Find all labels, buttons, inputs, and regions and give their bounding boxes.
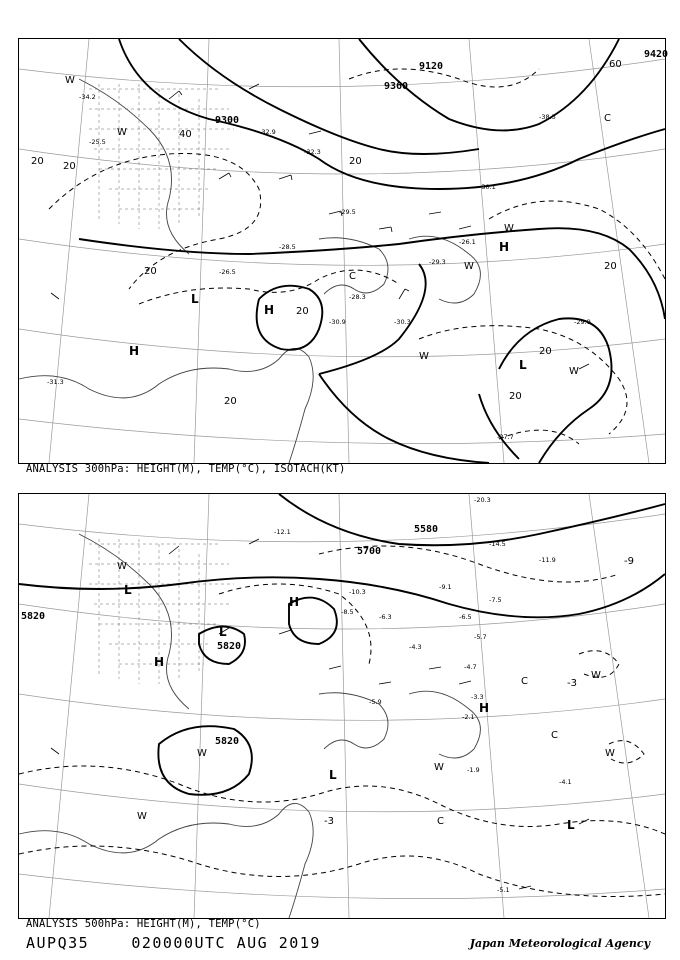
high-pressure-symbol: H (154, 655, 165, 669)
isotach-labels (31, 59, 622, 407)
isotach-label: 20 (144, 266, 157, 277)
height-label: 5820 (215, 736, 240, 747)
cold-mark: C (437, 816, 444, 827)
isotach-label: 20 (224, 396, 237, 407)
isotach-label: 20 (31, 156, 44, 167)
isotherm-label: -3 (567, 678, 577, 689)
temp-value: -30.3 (394, 318, 411, 326)
isotach-label: 40 (179, 129, 192, 140)
temp-value: -29.3 (429, 258, 446, 266)
temp-value: -10.3 (349, 588, 366, 596)
warm-cold-marks (117, 561, 615, 827)
chart-300hpa (18, 38, 669, 464)
height-label: 5580 (414, 524, 439, 535)
graticule (19, 39, 665, 463)
warm-mark: W (569, 366, 579, 377)
height-labels (21, 524, 438, 747)
graticule (19, 494, 665, 918)
temp-value: -32.9 (259, 128, 276, 136)
temp-values (274, 496, 572, 894)
temp-value: -4.1 (559, 778, 572, 786)
cold-mark: C (551, 730, 558, 741)
coastline (19, 79, 480, 463)
temp-value: -5.1 (497, 886, 510, 894)
cold-mark: C (349, 271, 356, 282)
isotherm-label: -9 (624, 556, 634, 567)
wind-barbs (51, 539, 589, 889)
agency-credit: Japan Meteorological Agency (469, 937, 650, 950)
warm-mark: W (117, 561, 127, 572)
height-label: 5700 (357, 546, 382, 557)
temp-value: -4.3 (409, 643, 422, 651)
temp-value: -31.3 (47, 378, 64, 386)
high-pressure-symbol: H (264, 303, 275, 317)
temp-value: -8.5 (341, 608, 354, 616)
temp-value: -28.5 (279, 243, 296, 251)
temp-value: -2.1 (462, 713, 475, 721)
product-header (26, 934, 321, 952)
isotach-contours (49, 69, 665, 444)
caption-500hpa: ANALYSIS 500hPa: HEIGHT(M), TEMP(°C) (26, 918, 261, 930)
temp-value: -9.1 (439, 583, 452, 591)
temp-value: -3.3 (471, 693, 484, 701)
product-code: AUPQ35 (26, 934, 90, 952)
cold-mark: C (604, 113, 611, 124)
cold-mark: C (521, 676, 528, 687)
temp-value: -27.7 (497, 433, 514, 441)
isotach-label: 60 (609, 59, 622, 70)
warm-mark: W (605, 748, 615, 759)
warm-mark: W (419, 351, 429, 362)
temp-value: -32.3 (304, 148, 321, 156)
warm-mark: W (464, 261, 474, 272)
height-contours (19, 494, 665, 795)
temp-value: -30.9 (329, 318, 346, 326)
temp-value: -5.7 (474, 633, 487, 641)
temp-values (47, 93, 591, 441)
isotherm-labels (324, 556, 634, 827)
temp-value: -7.5 (489, 596, 502, 604)
isotach-label: 20 (349, 156, 362, 167)
low-pressure-symbol: L (219, 625, 227, 639)
isotach-label: 20 (509, 391, 522, 402)
high-pressure-symbol: H (479, 701, 490, 715)
temp-value: -1.9 (467, 766, 480, 774)
chart-500hpa (18, 493, 666, 919)
map-300hpa (19, 39, 669, 463)
temp-value: -4.7 (464, 663, 477, 671)
temp-value: -11.9 (539, 556, 556, 564)
height-label: 9300 (215, 115, 240, 126)
low-pressure-symbol: L (567, 818, 575, 832)
temp-value: -29.9 (574, 318, 591, 326)
temp-value: -28.3 (349, 293, 366, 301)
height-label: 9360 (384, 81, 409, 92)
high-pressure-symbol: H (499, 240, 510, 254)
low-pressure-symbol: L (519, 358, 527, 372)
height-label: 9120 (419, 61, 444, 72)
isotach-label: 20 (604, 261, 617, 272)
isotach-label: 20 (63, 161, 76, 172)
low-pressure-symbol: L (329, 768, 337, 782)
height-contours (79, 39, 665, 463)
high-pressure-symbol: H (289, 595, 300, 609)
temp-value: -5.9 (369, 698, 382, 706)
low-pressure-symbol: L (124, 583, 132, 597)
isotach-label: 20 (539, 346, 552, 357)
temp-value: -6.5 (459, 613, 472, 621)
temp-value: -6.3 (379, 613, 392, 621)
warm-mark: W (117, 127, 127, 138)
high-pressure-symbol: H (129, 344, 140, 358)
temp-value: -30.1 (479, 183, 496, 191)
temp-value: -20.3 (474, 496, 491, 504)
temp-value: -38.5 (539, 113, 556, 121)
caption-300hpa: ANALYSIS 300hPa: HEIGHT(M), TEMP(°C), ISOTACH(KT) (26, 463, 346, 475)
temp-value: -26.5 (219, 268, 236, 276)
warm-mark: W (504, 223, 514, 234)
warm-mark: W (434, 762, 444, 773)
map-500hpa (19, 494, 665, 918)
temp-value: -12.1 (274, 528, 291, 536)
low-pressure-symbol: L (191, 292, 199, 306)
warm-mark: W (137, 811, 147, 822)
warm-mark: W (65, 75, 75, 86)
valid-time: 020000UTC AUG 2019 (131, 934, 321, 952)
temp-value: -25.5 (89, 138, 106, 146)
pressure-systems (129, 240, 527, 372)
terrain-hatch (89, 84, 234, 229)
isotach-label: 20 (296, 306, 309, 317)
warm-mark: W (591, 670, 601, 681)
height-label: 9420 (644, 49, 669, 60)
isotherm-contours (19, 546, 665, 897)
height-label: 5820 (217, 641, 242, 652)
temp-value: -29.5 (339, 208, 356, 216)
height-label: 5820 (21, 611, 46, 622)
isotherm-label: -3 (324, 816, 334, 827)
coastline (19, 534, 480, 918)
temp-value: -34.2 (79, 93, 96, 101)
temp-value: -14.5 (489, 540, 506, 548)
temp-value: -26.1 (459, 238, 476, 246)
warm-mark: W (197, 748, 207, 759)
